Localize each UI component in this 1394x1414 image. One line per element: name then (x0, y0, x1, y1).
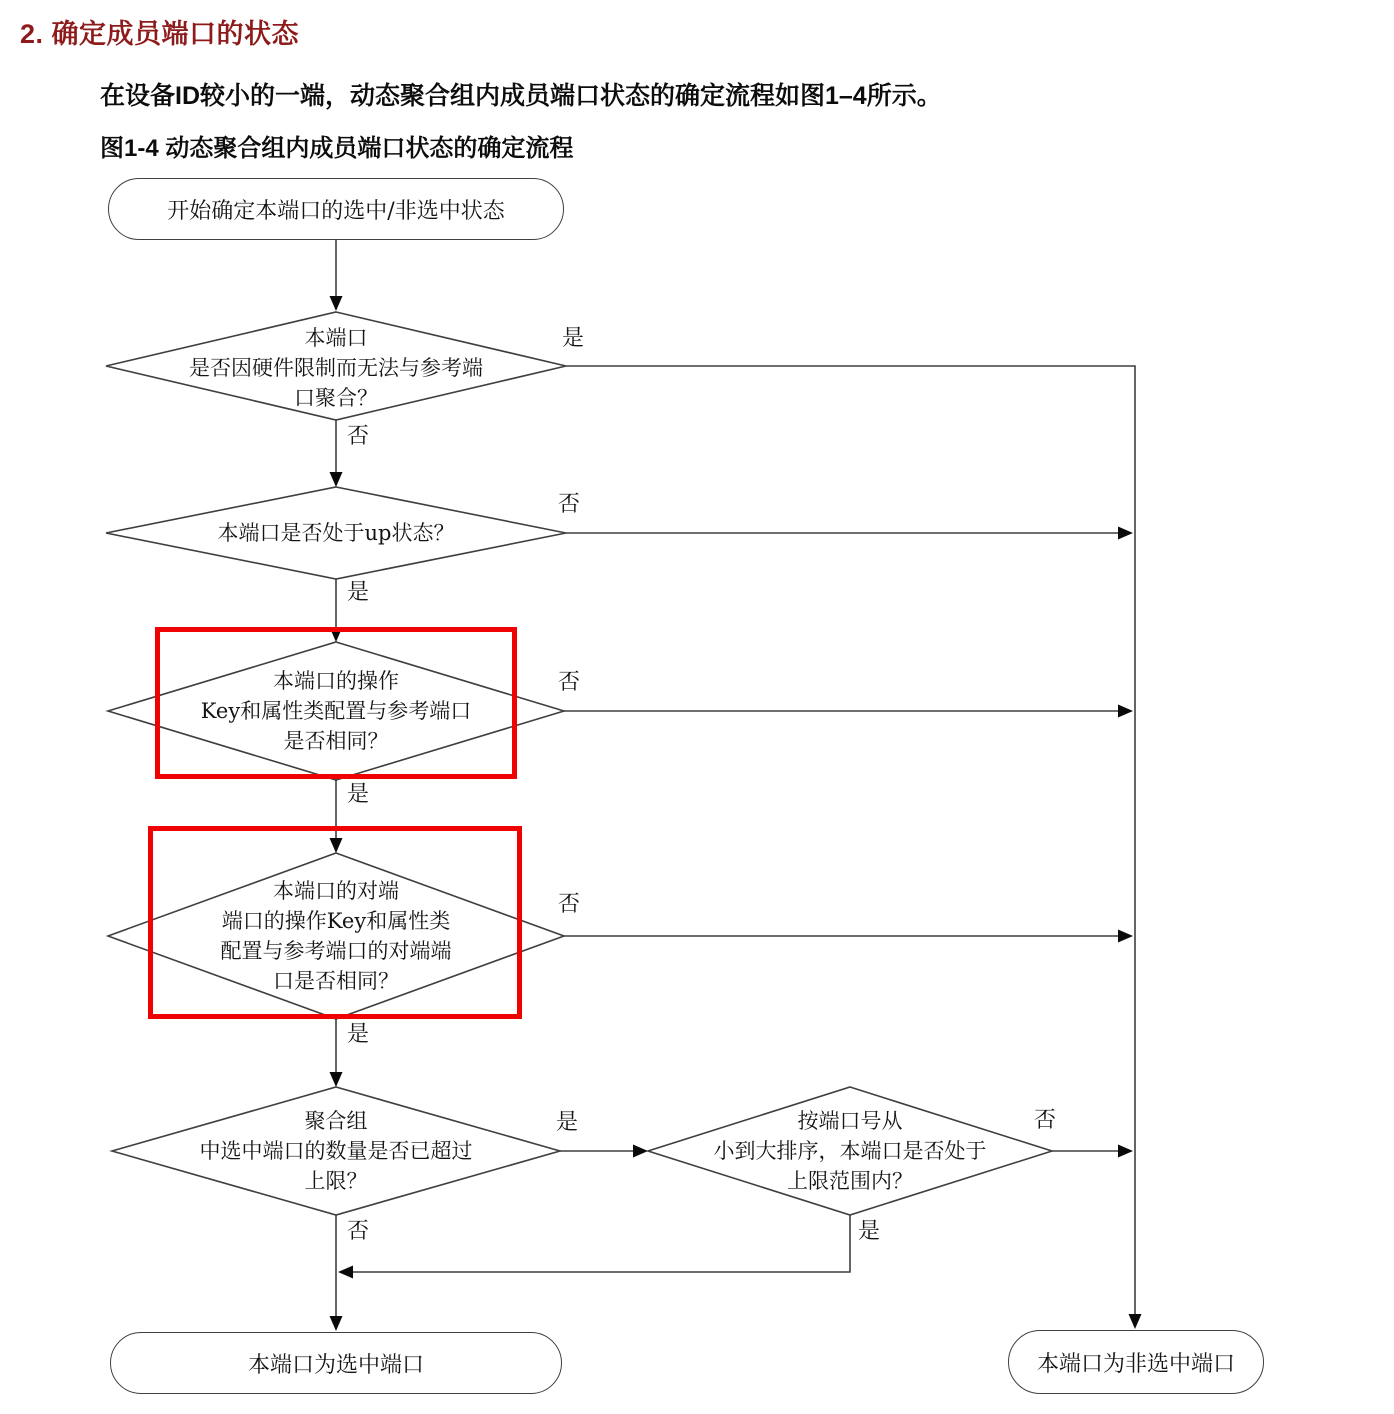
branch-label-peer-key-yes: 是 (347, 1022, 370, 1047)
decision-line: 是否因硬件限制而无法与参考端 (189, 356, 483, 380)
decision-text-port-order (670, 1106, 1030, 1196)
decision-text-selected-count (146, 1106, 526, 1196)
decision-line: 按端口号从 (797, 1109, 903, 1133)
end-node-unselected-label: 本端口为非选中端口 (1036, 1351, 1235, 1377)
arrowhead-into-key-config (330, 627, 343, 642)
decision-text-up-state (136, 518, 536, 548)
arrowhead-into-end-selected (330, 1316, 343, 1331)
intro-paragraph: 在设备ID较小的一端，动态聚合组内成员端口状态的确定流程如图1–4所示。 (100, 82, 942, 110)
decision-text-hw-limit (156, 322, 516, 414)
branch-label-up-state-no: 否 (558, 492, 581, 517)
decision-line: 配置与参考端口的对端端 (220, 939, 452, 963)
decision-line: 本端口的对端 (273, 879, 399, 903)
arrowhead-up-state-no-rail (1118, 527, 1133, 540)
arrowhead-port-order-yes-join (338, 1266, 353, 1279)
end-node-selected (110, 1332, 562, 1394)
arrowhead-into-port-order (633, 1145, 648, 1158)
decision-line: 本端口是否处于up状态？ (217, 521, 455, 545)
decision-line: 口聚合？ (294, 386, 378, 410)
decision-line: 是否相同？ (283, 729, 389, 753)
section-heading: 2. 确定成员端口的状态 (20, 19, 300, 49)
arrowhead-peer-key-no-rail (1118, 930, 1133, 943)
branch-label-key-config-no: 否 (558, 670, 581, 695)
figure-caption: 图1-4 动态聚合组内成员端口状态的确定流程 (100, 135, 574, 162)
branch-label-key-config-yes: 是 (347, 782, 370, 807)
decision-line: 上限范围内？ (787, 1169, 913, 1193)
arrowhead-into-selected-count (330, 1072, 343, 1087)
branch-label-hw-limit-no: 否 (347, 424, 370, 449)
decision-text-key-config (146, 666, 526, 756)
branch-label-port-order-yes: 是 (858, 1219, 881, 1244)
branch-label-selected-count-no: 否 (347, 1219, 370, 1244)
decision-line: 口是否相同？ (273, 969, 399, 993)
arrowhead-into-end-unselected (1129, 1314, 1142, 1329)
branch-label-port-order-no: 否 (1034, 1108, 1057, 1133)
decision-line: 小到大排序，本端口是否处于 (713, 1139, 987, 1163)
end-node-unselected (1008, 1330, 1264, 1394)
arrowhead-into-hw-limit (330, 296, 343, 311)
connector-port-order-yes-return (353, 1215, 850, 1272)
arrowhead-port-order-no-rail (1118, 1145, 1133, 1158)
branch-label-up-state-yes: 是 (347, 580, 370, 605)
decision-text-peer-key-config (146, 876, 526, 996)
start-node-label: 开始确定本端口的选中/非选中状态 (167, 198, 505, 224)
start-node (108, 178, 564, 240)
branch-label-selected-count-yes: 是 (556, 1110, 579, 1135)
decision-line: 聚合组 (304, 1109, 368, 1133)
decision-line: Key和属性类配置与参考端口 (200, 699, 472, 723)
branch-label-peer-key-no: 否 (558, 892, 581, 917)
decision-line: 端口的操作Key和属性类 (221, 909, 451, 933)
decision-line: 中选中端口的数量是否已超过 (199, 1139, 473, 1163)
arrowhead-into-up-state (330, 472, 343, 487)
end-node-selected-label: 本端口为选中端口 (247, 1352, 424, 1378)
decision-line: 本端口的操作 (273, 669, 399, 693)
decision-line: 本端口 (304, 326, 368, 350)
branch-label-hw-limit-yes: 是 (562, 326, 585, 351)
arrowhead-key-config-no-rail (1118, 705, 1133, 718)
decision-line: 上限？ (304, 1169, 368, 1193)
arrowhead-into-peer-key-config (330, 838, 343, 853)
